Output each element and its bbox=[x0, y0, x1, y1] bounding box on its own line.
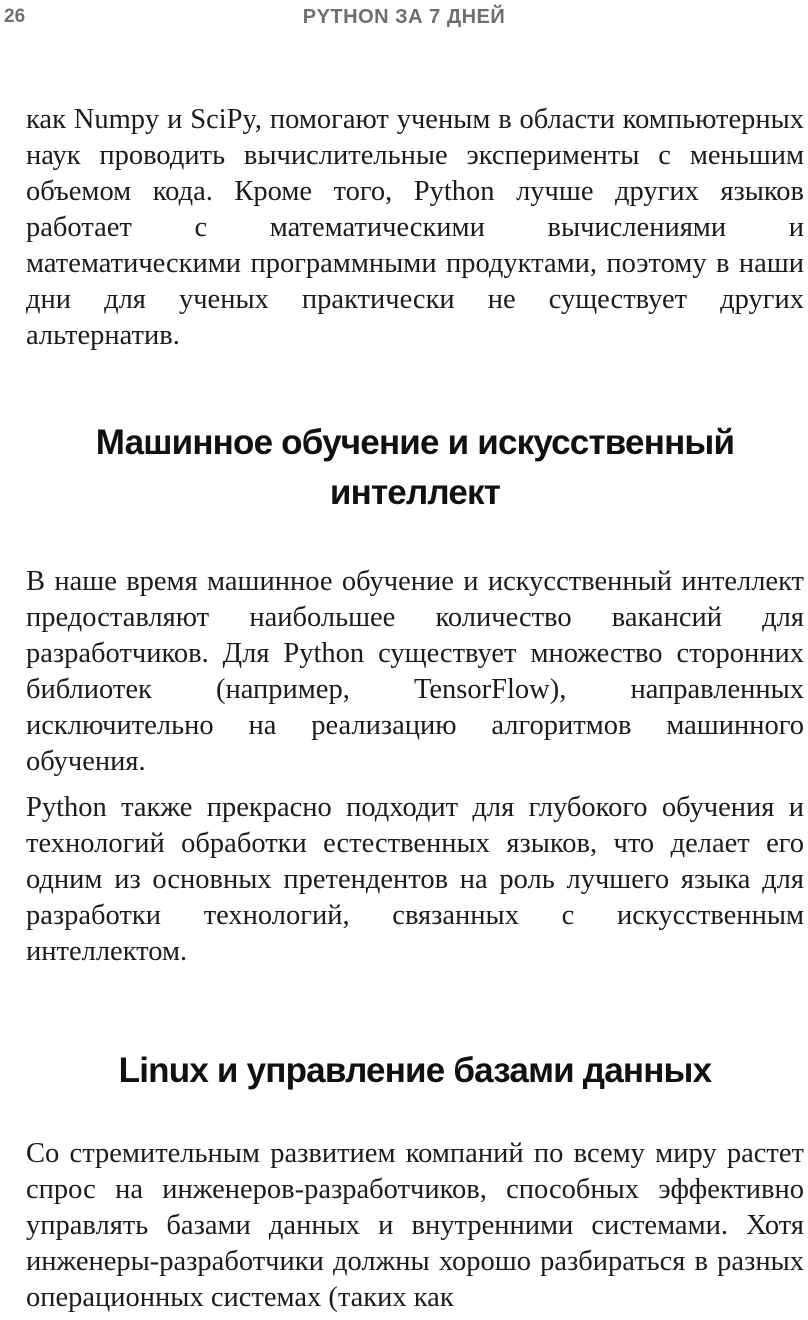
paragraph-ml-vacancies: В наше время машинное обучение и искусственный интеллект предоставляют наибольшее количество вакансий для разработчиков. Для Python существует множество сторонних библиотек (например, TensorFlow), направленных исключительно на реализацию алгоритмов машинного обучения. bbox=[26, 566, 804, 777]
paragraph-database-engineers: Со стремительным развитием компаний по всему миру растет спрос на инженеров-разработчиков, способных эффективно управлять базами данных и внутренними системами. Хотя инженеры-разработчики должны хорошо разбираться в разных операционных системах (таких как bbox=[26, 1138, 804, 1313]
running-header bbox=[0, 6, 808, 30]
paragraph-deep-learning: Python также прекрасно подходит для глубокого обучения и технологий обработки естественных языков, что делает его одним из основных претендентов на роль лучшего языка для разработки технологий, связанных с искусственным интеллектом. bbox=[26, 792, 804, 967]
section-heading-machine-learning: Машинное обучение и искусственный интеллект bbox=[95, 423, 735, 512]
page-number: 26 bbox=[4, 6, 26, 27]
section-heading-linux-databases: Linux и управление базами данных bbox=[118, 1051, 712, 1090]
book-title: PYTHON ЗА 7 ДНЕЙ bbox=[302, 6, 506, 28]
paragraph-scientific-computing: как Numpy и SciPy, помогают ученым в области компьютерных наук проводить вычислительные эксперименты с меньшим объемом кода. Кроме того, Python лучше других языков работает с математическими вычислениями и математическими программными продуктами, поэтому в наши дни для ученых практически не существует других альтернатив. bbox=[26, 104, 804, 351]
